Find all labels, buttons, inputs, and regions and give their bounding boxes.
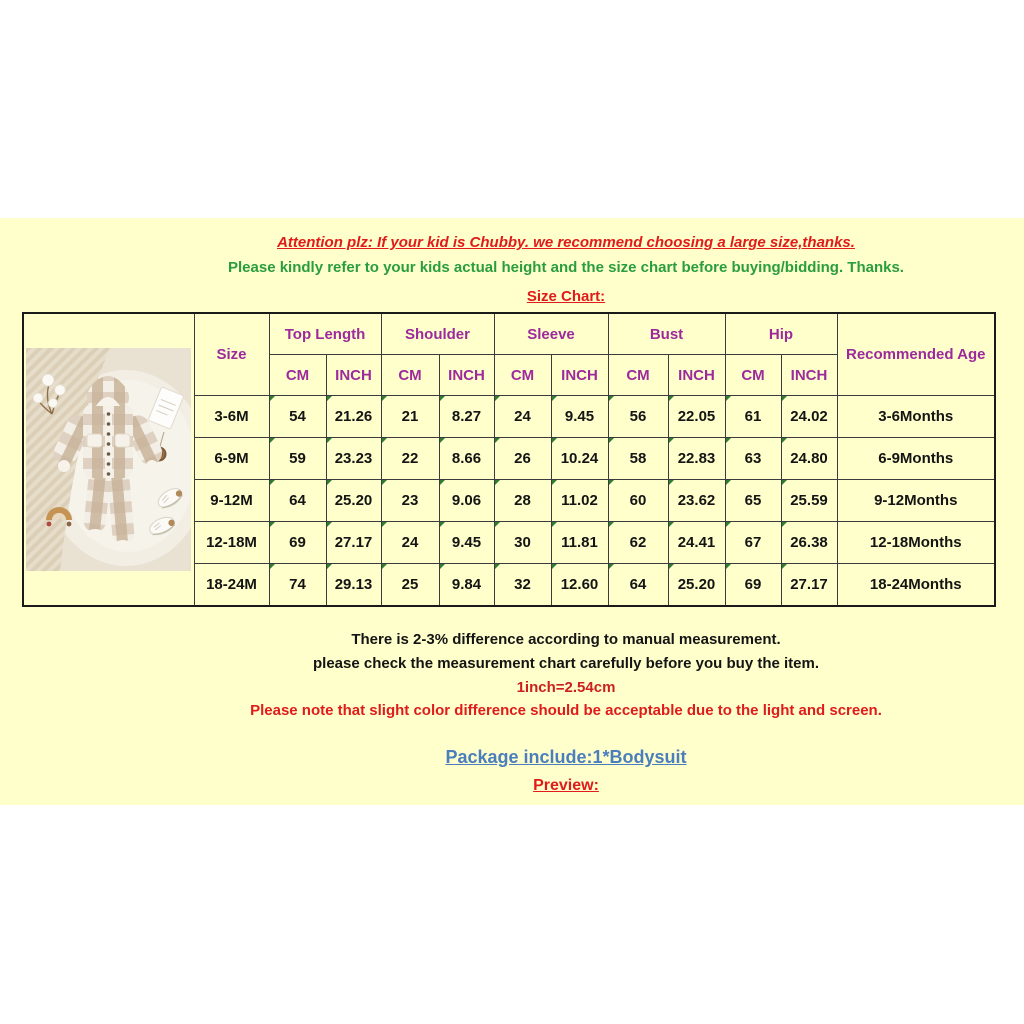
measure-cell: 63 [725, 438, 781, 480]
measure-cell: 25.20 [326, 480, 381, 522]
measure-cell: 54 [269, 396, 326, 438]
measure-cell: 65 [725, 480, 781, 522]
measure-cell: 10.24 [551, 438, 608, 480]
measure-cell: 23.62 [668, 480, 725, 522]
measure-cell: 56 [608, 396, 668, 438]
measure-cell: 61 [725, 396, 781, 438]
product-photo-cell [23, 313, 194, 606]
size-cell: 12-18M [194, 522, 269, 564]
measure-cell: 24.02 [781, 396, 837, 438]
measure-cell: 26.38 [781, 522, 837, 564]
unit-cell: CM [725, 355, 781, 396]
package-include-link[interactable]: Package include:1*Bodysuit [445, 747, 687, 767]
age-cell: 6-9Months [837, 438, 995, 480]
size-chart-table [22, 312, 996, 607]
group-header-shoulder: Shoulder [381, 313, 494, 355]
measure-cell: 11.81 [551, 522, 608, 564]
measure-cell: 24.41 [668, 522, 725, 564]
measure-cell: 9.84 [439, 564, 494, 607]
unit-cell: CM [494, 355, 551, 396]
measure-cell: 22 [381, 438, 439, 480]
size-info-panel [0, 218, 1024, 805]
size-column-header: Size [194, 313, 269, 396]
measure-cell: 28 [494, 480, 551, 522]
measure-cell: 27.17 [781, 564, 837, 607]
measure-cell: 8.27 [439, 396, 494, 438]
measure-cell: 69 [269, 522, 326, 564]
measure-cell: 11.02 [551, 480, 608, 522]
measure-cell: 27.17 [326, 522, 381, 564]
age-cell: 3-6Months [837, 396, 995, 438]
size-chart-heading: Size Chart: [526, 288, 606, 305]
unit-cell: INCH [668, 355, 725, 396]
unit-cell: INCH [439, 355, 494, 396]
measure-cell: 12.60 [551, 564, 608, 607]
attention-note: Attention plz: If your kid is Chubby. we recommend choosing a large size,thanks. [277, 234, 855, 251]
measure-cell: 23.23 [326, 438, 381, 480]
measure-cell: 24.80 [781, 438, 837, 480]
size-cell: 18-24M [194, 564, 269, 607]
unit-cell: INCH [326, 355, 381, 396]
measure-cell: 25.20 [668, 564, 725, 607]
unit-cell: INCH [551, 355, 608, 396]
measure-cell: 23 [381, 480, 439, 522]
measure-cell: 67 [725, 522, 781, 564]
measure-cell: 30 [494, 522, 551, 564]
size-cell: 3-6M [194, 396, 269, 438]
size-cell: 9-12M [194, 480, 269, 522]
measure-cell: 69 [725, 564, 781, 607]
measure-cell: 25.59 [781, 480, 837, 522]
measure-cell: 22.05 [668, 396, 725, 438]
age-cell: 18-24Months [837, 564, 995, 607]
group-header-top-length: Top Length [269, 313, 381, 355]
preview-label: Preview: [533, 777, 599, 794]
group-header-hip: Hip [725, 313, 837, 355]
product-photo [26, 348, 191, 571]
measure-cell: 8.66 [439, 438, 494, 480]
measurement-note-2: please check the measurement chart carefully before you buy the item. [312, 655, 819, 672]
measure-cell: 24 [381, 522, 439, 564]
measure-cell: 9.06 [439, 480, 494, 522]
age-cell: 9-12Months [837, 480, 995, 522]
measure-cell: 25 [381, 564, 439, 607]
measure-cell: 58 [608, 438, 668, 480]
measure-cell: 21 [381, 396, 439, 438]
measure-cell: 60 [608, 480, 668, 522]
measure-cell: 26 [494, 438, 551, 480]
measure-cell: 59 [269, 438, 326, 480]
unit-cell: CM [608, 355, 668, 396]
unit-cell: INCH [781, 355, 837, 396]
recommended-age-header: Recommended Age [837, 313, 995, 396]
measure-cell: 24 [494, 396, 551, 438]
measure-cell: 32 [494, 564, 551, 607]
age-cell: 12-18Months [837, 522, 995, 564]
unit-cell: CM [269, 355, 326, 396]
measure-cell: 29.13 [326, 564, 381, 607]
measure-cell: 21.26 [326, 396, 381, 438]
group-header-bust: Bust [608, 313, 725, 355]
measurement-note-1: There is 2-3% difference according to manual measurement. [351, 631, 781, 648]
measure-cell: 9.45 [439, 522, 494, 564]
measure-cell: 9.45 [551, 396, 608, 438]
measure-cell: 74 [269, 564, 326, 607]
measure-cell: 62 [608, 522, 668, 564]
color-difference-note: Please note that slight color difference should be acceptable due to the light and screen. [250, 702, 882, 719]
group-header-sleeve: Sleeve [494, 313, 608, 355]
refer-note: Please kindly refer to your kids actual height and the size chart before buying/bidding. Thanks. [228, 259, 904, 276]
size-cell: 6-9M [194, 438, 269, 480]
measure-cell: 22.83 [668, 438, 725, 480]
measure-cell: 64 [608, 564, 668, 607]
measure-cell: 64 [269, 480, 326, 522]
inch-conversion-note: 1inch=2.54cm [516, 679, 616, 696]
unit-cell: CM [381, 355, 439, 396]
